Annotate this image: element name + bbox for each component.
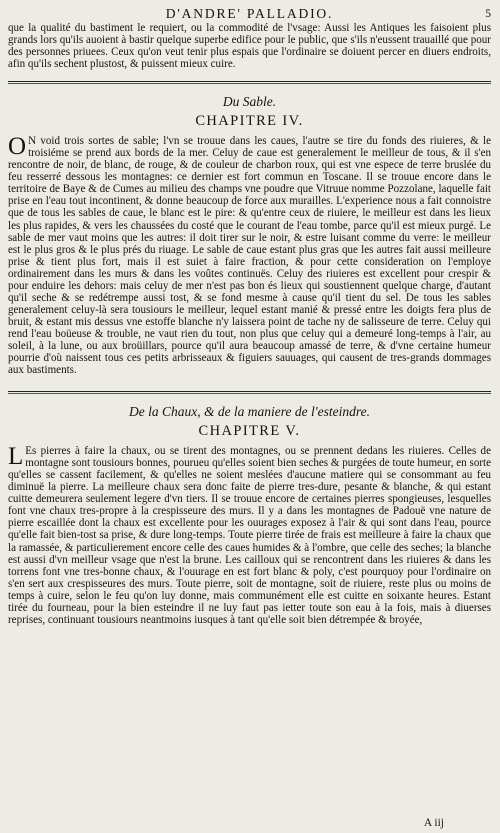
chapter-v-paragraph [8, 445, 491, 626]
intro-paragraph: que la qualité du bastiment le requiert, ou la commodité de l'vsage: Aussi les Antiques les faisoient plus grands lors qu'ils auoient à bastir quelque superbe edifice pour le public, que s'ils n'eussent trauaillé que pour des personnes priuees. Ceux qu'on veut tenir plus espais que l'ordinaire se doiuent percer en diuers endroits, afin qu'ils sechent plustost, & puissent mieux cuire. [8, 22, 491, 71]
chapter-iv-paragraph [8, 135, 491, 376]
section-title-sable: Du Sable. [222, 94, 277, 110]
drop-cap: L [8, 443, 24, 471]
running-head [8, 6, 491, 22]
section-divider [8, 70, 491, 94]
page-number: 5 [485, 8, 491, 20]
chapter-iv-text: N void trois sortes de sable; l'vn se trouue dans les caues, l'autre se tire du fonds des riuieres, & le troisiéme se prend aux bords de la mer. Celuy de caue est generalement le meilleur de tous, & il s'en rencontre de noir, de blanc, de rouge, & de couleur de charbon roux, qui est vne espece de terre bruslée du feu resserré dessous les montagnes: ce dernier est fort commun en Toscane. Il se trouue encore dans le territoire de Baye & de Cumes au milieu des champs vne poudre que Vitruue nomme Pozzolane, laquelle fait prise en l'eau tout incontinent, & donne beaucoup de force aux murailles. L'experience nous a fait connoistre que de tous les sables de caue, le blanc est le pire: & qu'entre ceux de riuiere, le meilleur est dans les lieux les plus rapides, & vers les chaussées du costé que le courant de l'eau tombe, parce qu'il est mieux purgé. Le sable de mer vaut moins que les autres: il doit tirer sur le noir, & estre luisant comme du verre: le meilleur est le plus gros & le plus prés du riuage. Le sable de caue estant plus gras que les autres fait aussi meilleure prise & tient plus fort, mais il est suiet à faire fraction, & pour cette consideration on l'employe ordinairement dans les murs & dans les voûtes continuës. Celuy des riuieres est excellent pour crespir & pour enduire les dehors: mais celuy de mer n'est pas bon és lieux qui soustiennent quelque charge, d'autant qu'il seche & se redétrempe aussi tost, & se fond mesme à cause qu'il tient du sel. De tous les sables generalement celuy-là sera tousiours le meilleur, lequel estant manié & pressé entre les doigts fera plus de bruit, & estant mis dessus vne estoffe blanche n'y laissera point de tache ny de salisseure de terre. Celuy qui rend l'eau boüeuse & trouble, ne vaut rien du tout, non plus que celuy qui a demeuré long-temps à l'air, au soleil, à la lune, ou aux broüillars, pource qu'il aura beaucoup amassé de terre, & d'vne certaine humeur pourrie d'où naissent tous ces petits arbrisseaux & figuiers sauuages, qui causent de tres-grands dommages aux bastiments. [8, 135, 491, 377]
running-head-title: D'ANDRE' PALLADIO. [165, 6, 334, 21]
drop-cap: O [8, 133, 27, 161]
section-title-chaux: De la Chaux, & de la maniere de l'esteindre. [128, 404, 371, 420]
chapter-heading-v: CHAPITRE V. [198, 423, 301, 440]
chapter-heading-iv: CHAPITRE IV. [195, 113, 304, 130]
chapter-v-text: Es pierres à faire la chaux, ou se tirent des montagnes, ou se prennent dedans les riuieres. Celles de montagne sont tousiours bonnes, pourueu qu'elles soient bien seches & purgées de toute humeur, en sorte qu'elles se cassent facilement, & qu'elles ne soient meslées d'aucune matiere qui se consommant au feu diminuë la pierre. La meilleure chaux sera donc faite de pierre tres-dure, pesante & blanche, & qui estant cuitte demeurera seulement legere d'vn tiers. Il se trouue encore de certaines pierres spongieuses, lesquelles font vne chaux tres-propre à la crespisseure des murs. Il y a dans les montagnes de Padouë vne nature de pierre escaillée dont la chaux est excellente pour les ouurages exposez à l'air & qui sont dans l'eau, pource qu'elle fait bien-tost sa prise, & dure long-temps. Toute pierre tirée de frais est meilleure à faire la chaux que la ramassée, & particulierement encore celle des caues humides & à l'ombre, que celle des seches; la blanche est aussi d'vn meilleur vsage que n'est la brune. Les cailloux qui se rencontrent dans les riuieres & dans les torrens font vne tres-bonne chaux, & l'ouurage en est fort blanc & poly, c'est pourquoy pour l'ordinaire on s'en sert aux crespisseures des murs. Toute pierre, soit de montagne, soit de riuiere, reste plus ou moins de temps à cuire, selon le feu qu'on luy donne, mais communément elle est cuitte en soixante heures. Estant tirée du fourneau, pour la bien esteindre il ne luy faut pas ietter toute son eau à la fois, mais à diuerses reprises, continuant tousiours neantmoins iusques à tant qu'elle soit bien détrempée & broyée, [8, 445, 491, 626]
section-divider [8, 380, 491, 404]
signature-mark: A iij [423, 817, 444, 829]
